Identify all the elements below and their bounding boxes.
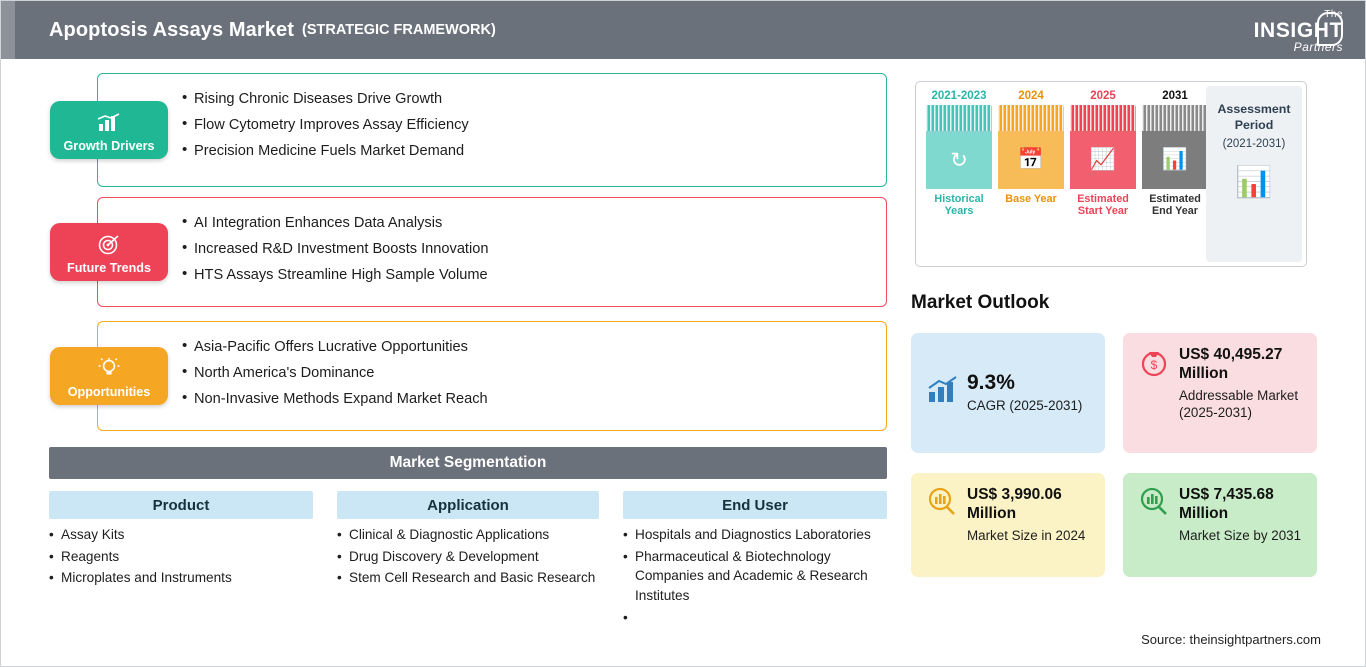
target-icon — [96, 233, 122, 259]
growth-drivers-label: Growth Drivers — [63, 139, 155, 153]
future-trends-pill — [50, 223, 168, 281]
lightbulb-icon — [97, 357, 121, 383]
list-item: • Assay Kits — [49, 525, 321, 545]
stat-value: US$ 40,495.27 Million — [1179, 346, 1283, 383]
timeline-year: 2031 — [1162, 90, 1188, 102]
growth-drivers-row — [63, 73, 887, 187]
stat-text — [1175, 345, 1307, 422]
list-item: • HTS Assays Streamline High Sample Volume — [194, 262, 876, 288]
market-size-icon — [921, 485, 963, 521]
assessment-period-title: Assessment Period — [1217, 102, 1291, 132]
list-item: • Flow Cytometry Improves Assay Efficiency — [194, 112, 876, 138]
future-trends-row — [67, 197, 887, 307]
stat-value: US$ 3,990.06 Million — [967, 486, 1062, 523]
logo-line-insight: INSIGHT — [1253, 19, 1343, 42]
market-forecast-icon — [1133, 485, 1175, 521]
timeline-caption: Base Year — [1005, 193, 1057, 205]
page-title: Apoptosis Assays Market — [49, 18, 294, 41]
segment-header-end-user: End User — [623, 491, 887, 519]
growth-chart-icon — [921, 376, 963, 410]
page-subtitle: (STRATEGIC FRAMEWORK) — [301, 22, 496, 38]
timeline-bar — [1070, 105, 1136, 131]
timeline-year: 2021-2023 — [931, 90, 987, 102]
timeline-columns — [926, 90, 1208, 218]
logo-line-partners: Partners — [1293, 40, 1343, 54]
future-trends-label: Future Trends — [67, 261, 151, 275]
stat-text — [1175, 485, 1307, 544]
stat-value: US$ 7,435.68 Million — [1179, 486, 1274, 523]
timeline-year: 2025 — [1090, 90, 1116, 102]
timeline-column-estimated-end — [1142, 90, 1208, 218]
list-item: • Rising Chronic Diseases Drive Growth — [194, 86, 876, 112]
stat-card-market-size-2024 — [911, 473, 1105, 577]
market-segmentation-title: Market Segmentation — [49, 447, 887, 479]
list-item: • Drug Discovery & Development — [337, 547, 599, 567]
stat-card-addressable-market — [1123, 333, 1317, 453]
opportunities-bullets — [98, 322, 886, 424]
list-item: • North America's Dominance — [194, 360, 876, 386]
list-item: • Pharmaceutical & Biotechnology Companies and Academic & Research Institutes — [623, 547, 899, 606]
market-outlook-title: Market Outlook — [911, 292, 1050, 313]
header-accent-strip — [1, 1, 15, 59]
segment-list-end-user — [623, 525, 899, 608]
header-bar — [1, 1, 1365, 59]
calendar-icon: 📅 — [998, 131, 1064, 189]
timeline-column-base — [998, 90, 1064, 218]
timeline-caption: Estimated End Year — [1149, 193, 1201, 218]
timeline-caption: Estimated Start Year — [1077, 193, 1129, 218]
timeline-bar — [926, 105, 992, 131]
future-trends-bullets — [98, 198, 886, 300]
stat-card-market-size-2031 — [1123, 473, 1317, 577]
stat-label: Addressable Market (2025-2031) — [1179, 387, 1299, 421]
list-item: • Precision Medicine Fuels Market Demand — [194, 138, 876, 164]
stat-label: CAGR (2025-2031) — [967, 398, 1083, 414]
stat-label: Market Size by 2031 — [1179, 527, 1302, 543]
segment-list-product — [49, 525, 321, 590]
segment-header-application: Application — [337, 491, 599, 519]
source-note: Source: theinsightpartners.com — [1141, 632, 1321, 647]
list-item: • Asia-Pacific Offers Lucrative Opportunities — [194, 334, 876, 360]
segment-header-product: Product — [49, 491, 313, 519]
growth-drivers-bullets — [98, 74, 886, 176]
growth-drivers-pill — [50, 101, 168, 159]
timeline-column-estimated-start — [1070, 90, 1136, 218]
analytics-illustration-icon: 📊 — [1235, 166, 1273, 199]
history-clock-icon: ↻ — [926, 131, 992, 189]
assessment-period-range: (2021-2031) — [1222, 138, 1286, 150]
timeline-column-historical — [926, 90, 992, 218]
opportunities-row — [67, 321, 887, 431]
segment-list-application — [337, 525, 599, 590]
timeline-bar — [1142, 105, 1208, 131]
list-item: • Non-Invasive Methods Expand Market Reach — [194, 386, 876, 412]
logo-line-the: The — [1324, 9, 1343, 20]
assessment-period-panel — [1206, 86, 1302, 262]
opportunities-label: Opportunities — [67, 385, 151, 399]
list-item: • Clinical & Diagnostic Applications — [337, 525, 599, 545]
svg-text:$: $ — [1150, 358, 1158, 372]
list-item: • Stem Cell Research and Basic Research — [337, 568, 599, 588]
brand-logo — [1254, 10, 1343, 53]
money-bag-icon — [1133, 345, 1175, 383]
bar-chart-icon — [95, 113, 123, 137]
stat-value: 9.3% — [967, 371, 1015, 395]
stat-label: Market Size in 2024 — [967, 527, 1086, 543]
list-item: • Increased R&D Investment Boosts Innovation — [194, 236, 876, 262]
assessment-timeline-card — [915, 81, 1307, 267]
timeline-caption: Historical Years — [934, 193, 984, 218]
stat-text — [963, 485, 1095, 544]
stat-text — [963, 371, 1082, 415]
timeline-bar — [998, 105, 1064, 131]
list-item: • Reagents — [49, 547, 321, 567]
list-item: • AI Integration Enhances Data Analysis — [194, 210, 876, 236]
chart-end-icon: 📊 — [1142, 131, 1208, 189]
chart-start-icon: 📈 — [1070, 131, 1136, 189]
list-item: • Hospitals and Diagnostics Laboratories — [623, 525, 899, 545]
logo-pin-icon — [1317, 12, 1343, 46]
timeline-year: 2024 — [1018, 90, 1044, 102]
stat-card-cagr — [911, 333, 1105, 453]
opportunities-pill — [50, 347, 168, 405]
list-item: • Microplates and Instruments — [49, 568, 321, 588]
